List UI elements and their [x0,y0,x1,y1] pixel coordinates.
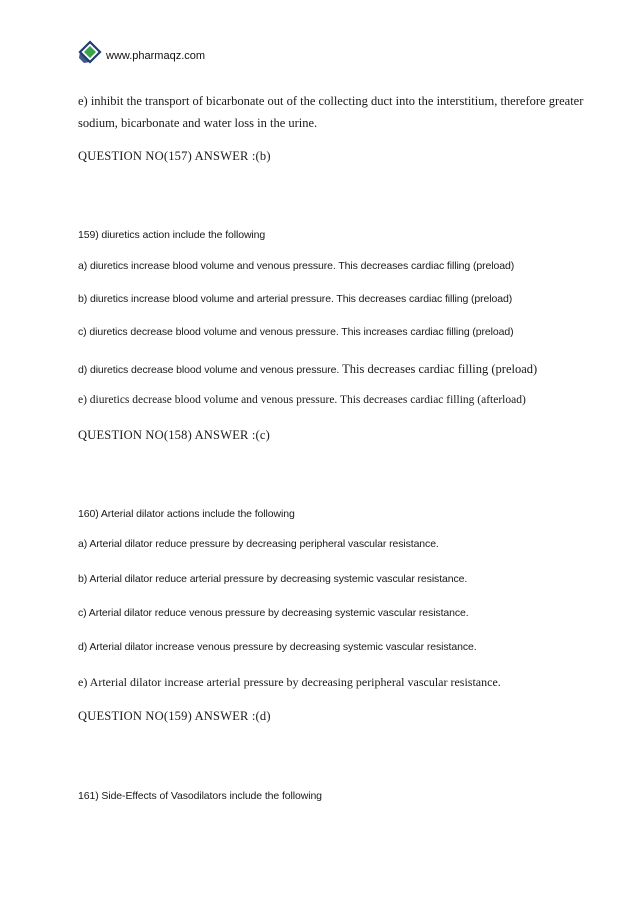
q159-option-e: e) diuretics decrease blood volume and venous pressure. This decreases cardiac filling (afterload) [78,394,526,406]
q156-option-e-line1: e) inhibit the transport of bicarbonate out of the collecting duct into the interstitium, therefore greater [78,94,584,108]
q160-option-e: e) Arterial dilator increase arterial pressure by decreasing peripheral vascular resistance. [78,675,501,689]
q160-option-b: b) Arterial dilator reduce arterial pressure by decreasing systemic vascular resistance. [78,573,468,585]
answer-158: QUESTION NO(158) ANSWER :(c) [78,428,271,442]
q159-option-c: c) diuretics decrease blood volume and venous pressure. This increases cardiac filling (preload) [78,326,514,338]
q160-option-a: a) Arterial dilator reduce pressure by decreasing peripheral vascular resistance. [78,538,439,550]
site-url: www.pharmaqz.com [106,50,206,62]
q159-option-b: b) diuretics increase blood volume and arterial pressure. This decreases cardiac filling (preload) [78,293,513,305]
q156-option-e-line2: sodium, bicarbonate and water loss in the urine. [78,116,318,130]
question-159: 159) diuretics action include the following [78,229,266,241]
diamond-logo-icon [78,40,102,64]
question-160: 160) Arterial dilator actions include the following [78,508,295,520]
q159-option-d-part1: d) diuretics decrease blood volume and venous pressure. [78,364,340,376]
answer-159: QUESTION NO(159) ANSWER :(d) [78,709,271,723]
question-161: 161) Side-Effects of Vasodilators include the following [78,790,322,802]
q159-option-d-part2: This decreases cardiac filling (preload) [339,362,538,376]
q159-option-a: a) diuretics increase blood volume and venous pressure. This decreases cardiac filling (preload) [78,260,515,272]
answer-157: QUESTION NO(157) ANSWER :(b) [78,149,271,163]
q160-option-d: d) Arterial dilator increase venous pressure by decreasing systemic vascular resistance. [78,641,477,653]
q160-option-c: c) Arterial dilator reduce venous pressure by decreasing systemic vascular resistance. [78,607,469,619]
q159-option-d [78,360,537,378]
